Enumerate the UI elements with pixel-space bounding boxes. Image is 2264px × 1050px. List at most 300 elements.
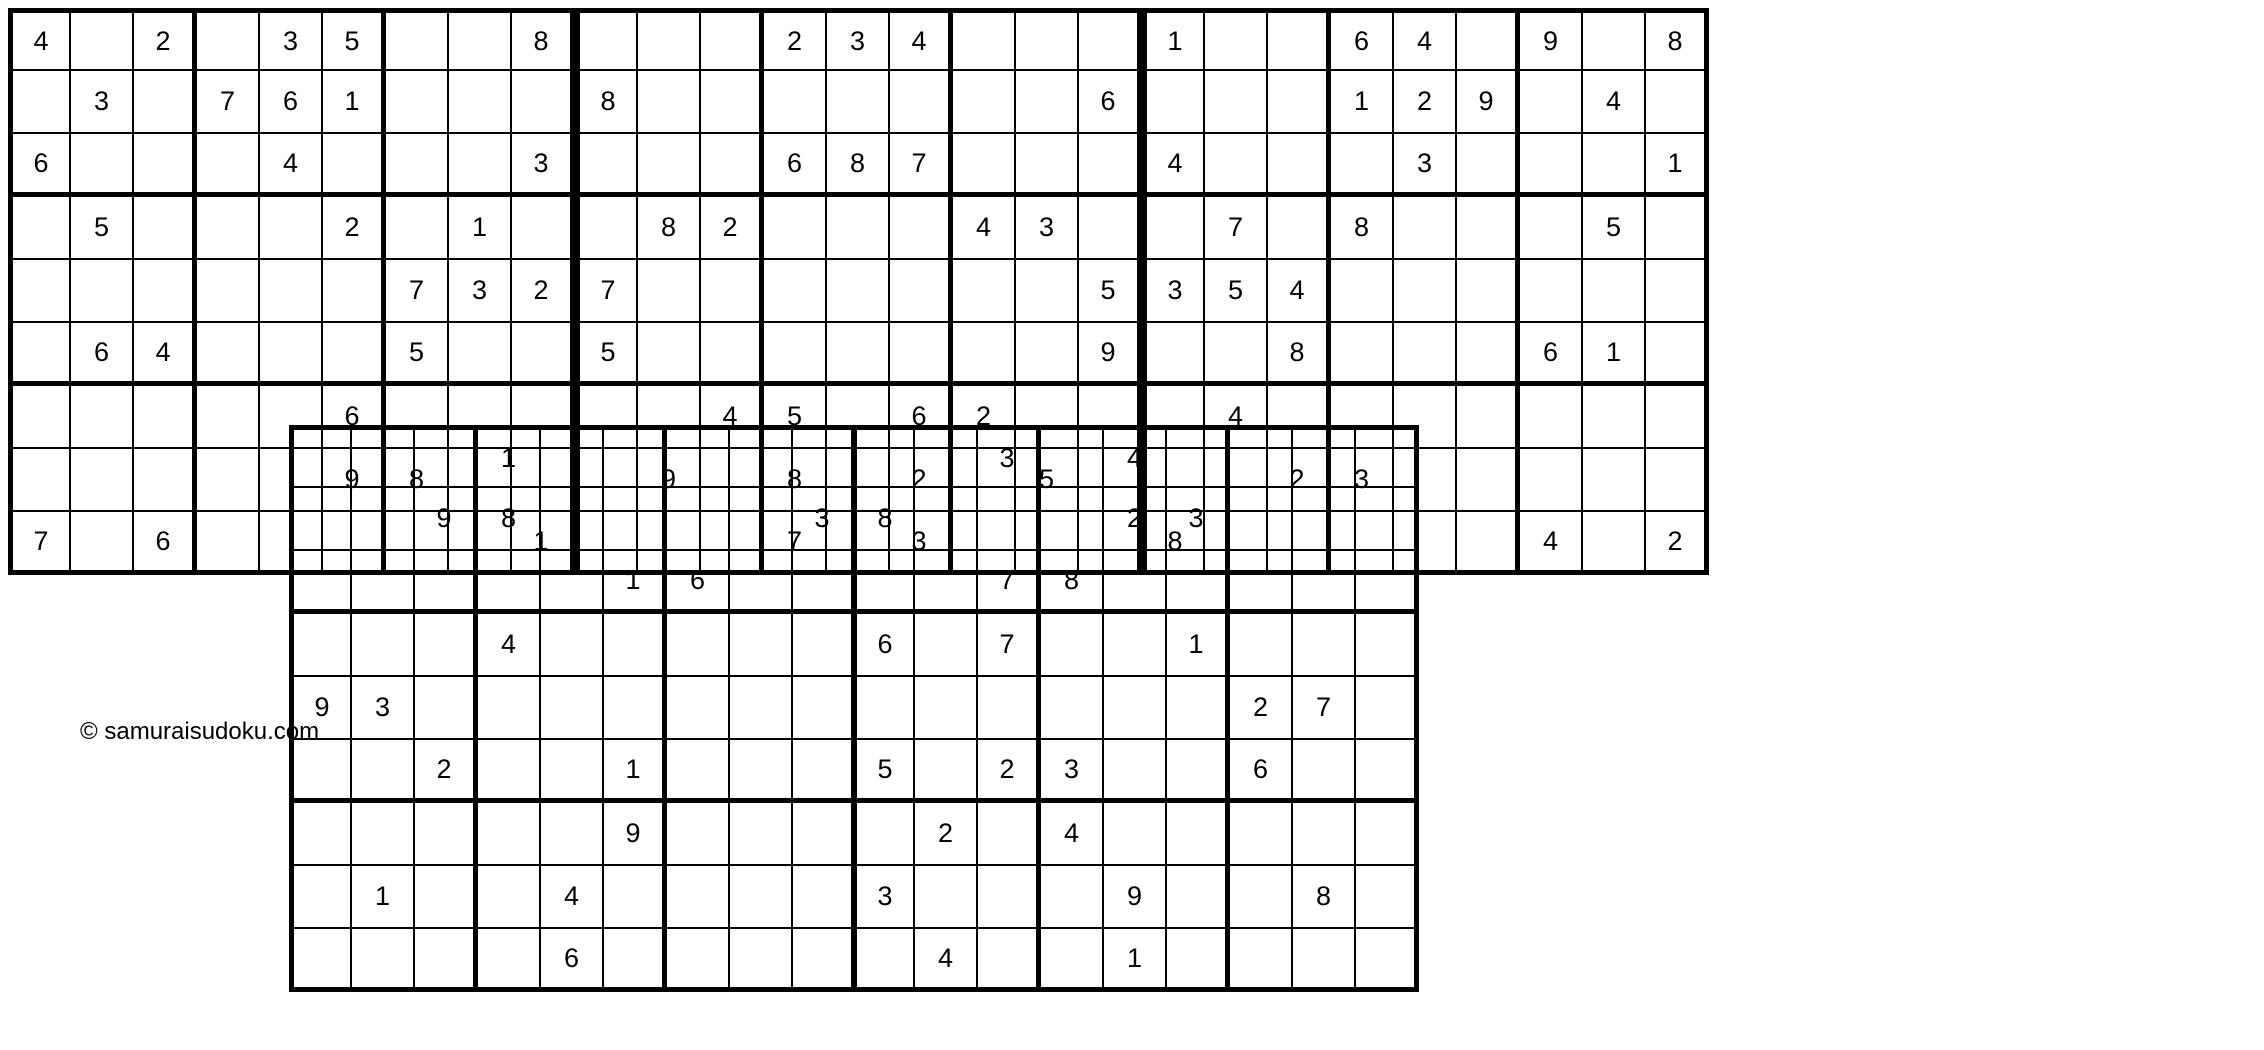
sudoku-cell[interactable] bbox=[1457, 512, 1520, 575]
sudoku-cell[interactable] bbox=[638, 323, 701, 386]
sudoku-cell[interactable]: 3 bbox=[852, 866, 915, 929]
sudoku-cell[interactable]: 2 bbox=[701, 197, 764, 260]
sudoku-cell[interactable]: 6 bbox=[1520, 323, 1583, 386]
sudoku-cell[interactable] bbox=[1646, 323, 1709, 386]
sudoku-cell[interactable]: 3 bbox=[793, 488, 856, 551]
sudoku-cell[interactable]: 2 bbox=[512, 260, 575, 323]
sudoku-cell[interactable]: 7 bbox=[8, 512, 71, 575]
sudoku-cell[interactable] bbox=[730, 488, 793, 551]
sudoku-cell[interactable]: 7 bbox=[386, 260, 449, 323]
sudoku-cell[interactable] bbox=[1205, 8, 1268, 71]
sudoku-cell[interactable]: 8 bbox=[827, 134, 890, 197]
sudoku-cell[interactable] bbox=[575, 8, 638, 71]
sudoku-cell[interactable] bbox=[1356, 614, 1419, 677]
sudoku-cell[interactable] bbox=[1167, 677, 1230, 740]
sudoku-cell[interactable] bbox=[1167, 551, 1230, 614]
sudoku-cell[interactable] bbox=[1268, 134, 1331, 197]
sudoku-cell[interactable] bbox=[667, 866, 730, 929]
sudoku-cell[interactable] bbox=[1230, 425, 1293, 488]
sudoku-cell[interactable] bbox=[512, 323, 575, 386]
sudoku-cell[interactable]: 2 bbox=[134, 8, 197, 71]
sudoku-cell[interactable] bbox=[701, 260, 764, 323]
sudoku-cell[interactable] bbox=[1331, 260, 1394, 323]
sudoku-cell[interactable]: 6 bbox=[8, 134, 71, 197]
sudoku-cell[interactable] bbox=[512, 71, 575, 134]
sudoku-cell[interactable] bbox=[1356, 740, 1419, 803]
sudoku-cell[interactable] bbox=[953, 260, 1016, 323]
sudoku-cell[interactable] bbox=[541, 551, 604, 614]
sudoku-cell[interactable] bbox=[289, 803, 352, 866]
sudoku-cell[interactable] bbox=[1457, 323, 1520, 386]
sudoku-cell[interactable] bbox=[1167, 929, 1230, 992]
sudoku-cell[interactable] bbox=[415, 803, 478, 866]
sudoku-cell[interactable] bbox=[1268, 8, 1331, 71]
sudoku-cell[interactable] bbox=[289, 929, 352, 992]
sudoku-cell[interactable] bbox=[953, 71, 1016, 134]
sudoku-cell[interactable]: 6 bbox=[1331, 8, 1394, 71]
sudoku-cell[interactable] bbox=[541, 488, 604, 551]
sudoku-cell[interactable]: 4 bbox=[134, 323, 197, 386]
sudoku-cell[interactable] bbox=[541, 614, 604, 677]
sudoku-cell[interactable] bbox=[915, 866, 978, 929]
sudoku-cell[interactable] bbox=[915, 677, 978, 740]
sudoku-cell[interactable]: 7 bbox=[575, 260, 638, 323]
sudoku-cell[interactable]: 4 bbox=[478, 614, 541, 677]
sudoku-cell[interactable]: 7 bbox=[978, 614, 1041, 677]
sudoku-cell[interactable]: 5 bbox=[323, 8, 386, 71]
sudoku-cell[interactable] bbox=[541, 740, 604, 803]
sudoku-cell[interactable] bbox=[1457, 260, 1520, 323]
sudoku-cell[interactable] bbox=[915, 740, 978, 803]
sudoku-cell[interactable]: 2 bbox=[978, 740, 1041, 803]
sudoku-cell[interactable] bbox=[575, 134, 638, 197]
sudoku-cell[interactable] bbox=[1293, 929, 1356, 992]
sudoku-cell[interactable]: 7 bbox=[890, 134, 953, 197]
sudoku-cell[interactable] bbox=[323, 134, 386, 197]
sudoku-cell[interactable]: 7 bbox=[1205, 197, 1268, 260]
sudoku-cell[interactable] bbox=[1016, 260, 1079, 323]
sudoku-cell[interactable] bbox=[541, 677, 604, 740]
sudoku-cell[interactable]: 4 bbox=[1205, 386, 1268, 449]
sudoku-cell[interactable]: 8 bbox=[638, 197, 701, 260]
sudoku-cell[interactable] bbox=[386, 71, 449, 134]
sudoku-cell[interactable] bbox=[667, 425, 730, 488]
sudoku-cell[interactable] bbox=[890, 323, 953, 386]
sudoku-cell[interactable] bbox=[1583, 386, 1646, 449]
sudoku-cell[interactable] bbox=[449, 71, 512, 134]
sudoku-cell[interactable] bbox=[1646, 260, 1709, 323]
sudoku-cell[interactable]: 2 bbox=[890, 449, 953, 512]
sudoku-cell[interactable] bbox=[1205, 134, 1268, 197]
sudoku-cell[interactable]: 4 bbox=[260, 134, 323, 197]
sudoku-cell[interactable] bbox=[1041, 425, 1104, 488]
sudoku-cell[interactable]: 3 bbox=[890, 512, 953, 575]
sudoku-cell[interactable] bbox=[1356, 488, 1419, 551]
sudoku-cell[interactable] bbox=[1356, 677, 1419, 740]
sudoku-cell[interactable]: 1 bbox=[478, 425, 541, 488]
sudoku-cell[interactable] bbox=[1167, 866, 1230, 929]
sudoku-cell[interactable] bbox=[1142, 323, 1205, 386]
sudoku-cell[interactable] bbox=[197, 386, 260, 449]
sudoku-cell[interactable]: 9 bbox=[323, 449, 386, 512]
sudoku-cell[interactable]: 6 bbox=[1079, 71, 1142, 134]
sudoku-cell[interactable] bbox=[953, 323, 1016, 386]
sudoku-cell[interactable] bbox=[604, 488, 667, 551]
sudoku-cell[interactable]: 8 bbox=[386, 449, 449, 512]
sudoku-cell[interactable]: 4 bbox=[953, 197, 1016, 260]
sudoku-cell[interactable] bbox=[1356, 551, 1419, 614]
sudoku-cell[interactable] bbox=[793, 677, 856, 740]
sudoku-cell[interactable]: 8 bbox=[1646, 8, 1709, 71]
sudoku-cell[interactable]: 4 bbox=[1268, 260, 1331, 323]
sudoku-cell[interactable] bbox=[289, 614, 352, 677]
sudoku-cell[interactable] bbox=[827, 71, 890, 134]
sudoku-cell[interactable] bbox=[1016, 71, 1079, 134]
sudoku-cell[interactable] bbox=[1230, 803, 1293, 866]
sudoku-cell[interactable] bbox=[1293, 740, 1356, 803]
sudoku-cell[interactable] bbox=[478, 740, 541, 803]
sudoku-cell[interactable]: 3 bbox=[1142, 260, 1205, 323]
sudoku-cell[interactable] bbox=[1520, 449, 1583, 512]
sudoku-cell[interactable] bbox=[541, 803, 604, 866]
sudoku-cell[interactable] bbox=[701, 8, 764, 71]
sudoku-cell[interactable] bbox=[667, 803, 730, 866]
sudoku-cell[interactable]: 3 bbox=[1016, 197, 1079, 260]
sudoku-cell[interactable] bbox=[701, 323, 764, 386]
sudoku-cell[interactable] bbox=[415, 551, 478, 614]
sudoku-cell[interactable] bbox=[1583, 134, 1646, 197]
sudoku-cell[interactable] bbox=[1205, 71, 1268, 134]
sudoku-cell[interactable] bbox=[915, 425, 978, 488]
sudoku-cell[interactable]: 3 bbox=[260, 8, 323, 71]
sudoku-cell[interactable] bbox=[604, 929, 667, 992]
sudoku-cell[interactable]: 6 bbox=[134, 512, 197, 575]
sudoku-cell[interactable] bbox=[667, 740, 730, 803]
sudoku-cell[interactable]: 1 bbox=[1583, 323, 1646, 386]
sudoku-cell[interactable] bbox=[793, 740, 856, 803]
sudoku-cell[interactable] bbox=[260, 197, 323, 260]
sudoku-cell[interactable] bbox=[1394, 260, 1457, 323]
sudoku-cell[interactable] bbox=[1268, 197, 1331, 260]
sudoku-cell[interactable] bbox=[71, 449, 134, 512]
sudoku-cell[interactable] bbox=[1646, 71, 1709, 134]
sudoku-cell[interactable] bbox=[978, 803, 1041, 866]
sudoku-cell[interactable] bbox=[730, 614, 793, 677]
sudoku-cell[interactable]: 5 bbox=[386, 323, 449, 386]
sudoku-cell[interactable] bbox=[449, 323, 512, 386]
sudoku-cell[interactable] bbox=[8, 197, 71, 260]
sudoku-cell[interactable]: 3 bbox=[1331, 449, 1394, 512]
sudoku-cell[interactable]: 9 bbox=[1104, 866, 1167, 929]
sudoku-cell[interactable] bbox=[1583, 260, 1646, 323]
sudoku-cell[interactable] bbox=[1583, 449, 1646, 512]
sudoku-cell[interactable]: 1 bbox=[604, 551, 667, 614]
sudoku-cell[interactable]: 3 bbox=[71, 71, 134, 134]
sudoku-cell[interactable] bbox=[1016, 323, 1079, 386]
sudoku-cell[interactable] bbox=[352, 488, 415, 551]
sudoku-cell[interactable] bbox=[1457, 197, 1520, 260]
sudoku-cell[interactable] bbox=[449, 8, 512, 71]
sudoku-cell[interactable] bbox=[323, 260, 386, 323]
sudoku-cell[interactable] bbox=[1079, 8, 1142, 71]
sudoku-cell[interactable] bbox=[1230, 488, 1293, 551]
sudoku-cell[interactable] bbox=[827, 323, 890, 386]
sudoku-cell[interactable]: 1 bbox=[1142, 8, 1205, 71]
sudoku-cell[interactable] bbox=[730, 803, 793, 866]
sudoku-cell[interactable] bbox=[1356, 803, 1419, 866]
sudoku-cell[interactable] bbox=[1520, 134, 1583, 197]
sudoku-cell[interactable]: 9 bbox=[604, 803, 667, 866]
sudoku-cell[interactable] bbox=[667, 929, 730, 992]
sudoku-cell[interactable]: 2 bbox=[953, 386, 1016, 449]
sudoku-cell[interactable] bbox=[415, 866, 478, 929]
sudoku-cell[interactable] bbox=[323, 323, 386, 386]
sudoku-cell[interactable] bbox=[638, 71, 701, 134]
sudoku-cell[interactable]: 8 bbox=[1041, 551, 1104, 614]
sudoku-cell[interactable]: 4 bbox=[1041, 803, 1104, 866]
sudoku-cell[interactable] bbox=[764, 197, 827, 260]
sudoku-cell[interactable] bbox=[71, 8, 134, 71]
sudoku-cell[interactable]: 9 bbox=[638, 449, 701, 512]
sudoku-cell[interactable] bbox=[1016, 8, 1079, 71]
sudoku-cell[interactable]: 2 bbox=[1394, 71, 1457, 134]
sudoku-cell[interactable] bbox=[852, 551, 915, 614]
sudoku-cell[interactable] bbox=[575, 197, 638, 260]
sudoku-cell[interactable]: 9 bbox=[1520, 8, 1583, 71]
sudoku-cell[interactable] bbox=[1520, 386, 1583, 449]
sudoku-cell[interactable] bbox=[730, 425, 793, 488]
sudoku-cell[interactable] bbox=[352, 425, 415, 488]
sudoku-cell[interactable] bbox=[1016, 134, 1079, 197]
sudoku-cell[interactable]: 9 bbox=[415, 488, 478, 551]
sudoku-cell[interactable]: 4 bbox=[1142, 134, 1205, 197]
sudoku-cell[interactable] bbox=[1142, 197, 1205, 260]
sudoku-cell[interactable]: 2 bbox=[323, 197, 386, 260]
sudoku-cell[interactable] bbox=[1646, 386, 1709, 449]
sudoku-cell[interactable] bbox=[978, 866, 1041, 929]
sudoku-cell[interactable] bbox=[701, 134, 764, 197]
sudoku-cell[interactable]: 8 bbox=[1331, 197, 1394, 260]
sudoku-cell[interactable]: 4 bbox=[1583, 71, 1646, 134]
sudoku-cell[interactable] bbox=[541, 425, 604, 488]
sudoku-cell[interactable]: 1 bbox=[1331, 71, 1394, 134]
sudoku-cell[interactable] bbox=[512, 197, 575, 260]
sudoku-cell[interactable]: 2 bbox=[1646, 512, 1709, 575]
sudoku-cell[interactable] bbox=[1104, 614, 1167, 677]
sudoku-cell[interactable]: 9 bbox=[289, 677, 352, 740]
sudoku-cell[interactable]: 8 bbox=[852, 488, 915, 551]
sudoku-cell[interactable] bbox=[852, 677, 915, 740]
sudoku-cell[interactable] bbox=[197, 197, 260, 260]
sudoku-cell[interactable]: 1 bbox=[512, 512, 575, 575]
sudoku-cell[interactable] bbox=[1041, 614, 1104, 677]
sudoku-cell[interactable]: 6 bbox=[890, 386, 953, 449]
sudoku-cell[interactable] bbox=[793, 803, 856, 866]
sudoku-cell[interactable]: 7 bbox=[1293, 677, 1356, 740]
sudoku-cell[interactable] bbox=[415, 677, 478, 740]
sudoku-cell[interactable] bbox=[134, 386, 197, 449]
sudoku-cell[interactable] bbox=[1041, 866, 1104, 929]
sudoku-cell[interactable] bbox=[197, 134, 260, 197]
sudoku-cell[interactable]: 7 bbox=[764, 512, 827, 575]
sudoku-cell[interactable] bbox=[730, 929, 793, 992]
sudoku-cell[interactable] bbox=[134, 71, 197, 134]
sudoku-cell[interactable] bbox=[1079, 134, 1142, 197]
sudoku-cell[interactable] bbox=[352, 551, 415, 614]
sudoku-cell[interactable]: 8 bbox=[1142, 512, 1205, 575]
sudoku-cell[interactable]: 9 bbox=[1457, 71, 1520, 134]
sudoku-cell[interactable]: 2 bbox=[1104, 488, 1167, 551]
sudoku-cell[interactable]: 4 bbox=[8, 8, 71, 71]
sudoku-cell[interactable]: 1 bbox=[604, 740, 667, 803]
sudoku-cell[interactable] bbox=[1457, 134, 1520, 197]
sudoku-cell[interactable] bbox=[1293, 551, 1356, 614]
sudoku-cell[interactable] bbox=[352, 614, 415, 677]
sudoku-cell[interactable] bbox=[1104, 551, 1167, 614]
sudoku-cell[interactable] bbox=[1041, 488, 1104, 551]
sudoku-cell[interactable]: 3 bbox=[512, 134, 575, 197]
sudoku-cell[interactable]: 3 bbox=[978, 425, 1041, 488]
sudoku-cell[interactable] bbox=[978, 929, 1041, 992]
sudoku-cell[interactable] bbox=[827, 197, 890, 260]
sudoku-cell[interactable]: 6 bbox=[323, 386, 386, 449]
sudoku-cell[interactable]: 7 bbox=[978, 551, 1041, 614]
sudoku-cell[interactable]: 1 bbox=[323, 71, 386, 134]
sudoku-cell[interactable] bbox=[764, 71, 827, 134]
sudoku-cell[interactable] bbox=[890, 197, 953, 260]
sudoku-cell[interactable] bbox=[134, 134, 197, 197]
sudoku-cell[interactable]: 6 bbox=[667, 551, 730, 614]
sudoku-cell[interactable]: 1 bbox=[1104, 929, 1167, 992]
sudoku-cell[interactable]: 6 bbox=[852, 614, 915, 677]
sudoku-cell[interactable]: 8 bbox=[512, 8, 575, 71]
sudoku-cell[interactable] bbox=[730, 551, 793, 614]
sudoku-cell[interactable] bbox=[852, 425, 915, 488]
sudoku-cell[interactable] bbox=[915, 614, 978, 677]
sudoku-cell[interactable] bbox=[415, 614, 478, 677]
sudoku-cell[interactable]: 6 bbox=[764, 134, 827, 197]
sudoku-cell[interactable] bbox=[197, 449, 260, 512]
sudoku-cell[interactable]: 8 bbox=[764, 449, 827, 512]
sudoku-cell[interactable] bbox=[289, 551, 352, 614]
sudoku-cell[interactable] bbox=[71, 260, 134, 323]
sudoku-cell[interactable] bbox=[1230, 866, 1293, 929]
sudoku-cell[interactable] bbox=[1293, 803, 1356, 866]
sudoku-cell[interactable]: 2 bbox=[415, 740, 478, 803]
sudoku-cell[interactable] bbox=[1268, 71, 1331, 134]
sudoku-cell[interactable] bbox=[730, 866, 793, 929]
sudoku-cell[interactable]: 4 bbox=[1394, 8, 1457, 71]
sudoku-cell[interactable] bbox=[1167, 803, 1230, 866]
sudoku-cell[interactable]: 4 bbox=[915, 929, 978, 992]
sudoku-cell[interactable] bbox=[386, 197, 449, 260]
sudoku-cell[interactable] bbox=[1041, 929, 1104, 992]
sudoku-cell[interactable] bbox=[386, 8, 449, 71]
sudoku-cell[interactable] bbox=[8, 449, 71, 512]
sudoku-cell[interactable] bbox=[1104, 740, 1167, 803]
sudoku-cell[interactable] bbox=[134, 197, 197, 260]
sudoku-cell[interactable] bbox=[604, 425, 667, 488]
sudoku-cell[interactable] bbox=[1583, 8, 1646, 71]
sudoku-cell[interactable] bbox=[1167, 425, 1230, 488]
sudoku-cell[interactable]: 5 bbox=[1016, 449, 1079, 512]
sudoku-cell[interactable] bbox=[978, 488, 1041, 551]
sudoku-cell[interactable] bbox=[764, 323, 827, 386]
sudoku-cell[interactable]: 4 bbox=[1104, 425, 1167, 488]
sudoku-cell[interactable] bbox=[852, 803, 915, 866]
sudoku-cell[interactable]: 2 bbox=[764, 8, 827, 71]
sudoku-cell[interactable] bbox=[1205, 323, 1268, 386]
sudoku-cell[interactable]: 8 bbox=[1268, 323, 1331, 386]
sudoku-cell[interactable] bbox=[1331, 323, 1394, 386]
sudoku-cell[interactable] bbox=[8, 71, 71, 134]
sudoku-cell[interactable] bbox=[386, 134, 449, 197]
sudoku-cell[interactable] bbox=[1520, 197, 1583, 260]
sudoku-cell[interactable]: 5 bbox=[764, 386, 827, 449]
sudoku-cell[interactable] bbox=[478, 677, 541, 740]
sudoku-cell[interactable]: 6 bbox=[260, 71, 323, 134]
sudoku-cell[interactable]: 6 bbox=[541, 929, 604, 992]
sudoku-cell[interactable]: 8 bbox=[478, 488, 541, 551]
sudoku-cell[interactable] bbox=[1583, 512, 1646, 575]
sudoku-cell[interactable]: 2 bbox=[1268, 449, 1331, 512]
sudoku-cell[interactable] bbox=[1331, 134, 1394, 197]
sudoku-cell[interactable]: 4 bbox=[701, 386, 764, 449]
sudoku-cell[interactable] bbox=[730, 740, 793, 803]
sudoku-cell[interactable] bbox=[289, 425, 352, 488]
sudoku-cell[interactable] bbox=[1457, 386, 1520, 449]
sudoku-cell[interactable] bbox=[890, 260, 953, 323]
sudoku-cell[interactable] bbox=[1394, 323, 1457, 386]
sudoku-cell[interactable] bbox=[8, 323, 71, 386]
sudoku-cell[interactable] bbox=[478, 866, 541, 929]
sudoku-cell[interactable] bbox=[260, 323, 323, 386]
sudoku-cell[interactable] bbox=[478, 803, 541, 866]
sudoku-cell[interactable]: 1 bbox=[1167, 614, 1230, 677]
sudoku-cell[interactable] bbox=[793, 866, 856, 929]
sudoku-cell[interactable] bbox=[352, 740, 415, 803]
sudoku-cell[interactable]: 4 bbox=[890, 8, 953, 71]
sudoku-cell[interactable] bbox=[978, 677, 1041, 740]
sudoku-cell[interactable] bbox=[1356, 866, 1419, 929]
sudoku-cell[interactable] bbox=[793, 425, 856, 488]
sudoku-cell[interactable] bbox=[1646, 449, 1709, 512]
sudoku-cell[interactable] bbox=[730, 677, 793, 740]
sudoku-cell[interactable] bbox=[667, 614, 730, 677]
sudoku-cell[interactable] bbox=[71, 512, 134, 575]
sudoku-cell[interactable] bbox=[260, 260, 323, 323]
sudoku-cell[interactable] bbox=[604, 677, 667, 740]
sudoku-cell[interactable]: 5 bbox=[1583, 197, 1646, 260]
sudoku-cell[interactable] bbox=[793, 551, 856, 614]
sudoku-cell[interactable] bbox=[8, 386, 71, 449]
sudoku-cell[interactable] bbox=[71, 134, 134, 197]
sudoku-cell[interactable]: 5 bbox=[1205, 260, 1268, 323]
sudoku-cell[interactable] bbox=[604, 866, 667, 929]
sudoku-cell[interactable] bbox=[71, 386, 134, 449]
sudoku-cell[interactable]: 4 bbox=[1520, 512, 1583, 575]
sudoku-cell[interactable] bbox=[1293, 614, 1356, 677]
sudoku-cell[interactable]: 3 bbox=[449, 260, 512, 323]
sudoku-cell[interactable]: 4 bbox=[541, 866, 604, 929]
sudoku-cell[interactable] bbox=[289, 740, 352, 803]
sudoku-cell[interactable] bbox=[915, 488, 978, 551]
sudoku-cell[interactable]: 9 bbox=[1079, 323, 1142, 386]
sudoku-cell[interactable]: 3 bbox=[1041, 740, 1104, 803]
sudoku-cell[interactable] bbox=[827, 260, 890, 323]
sudoku-cell[interactable] bbox=[638, 134, 701, 197]
sudoku-cell[interactable] bbox=[638, 260, 701, 323]
